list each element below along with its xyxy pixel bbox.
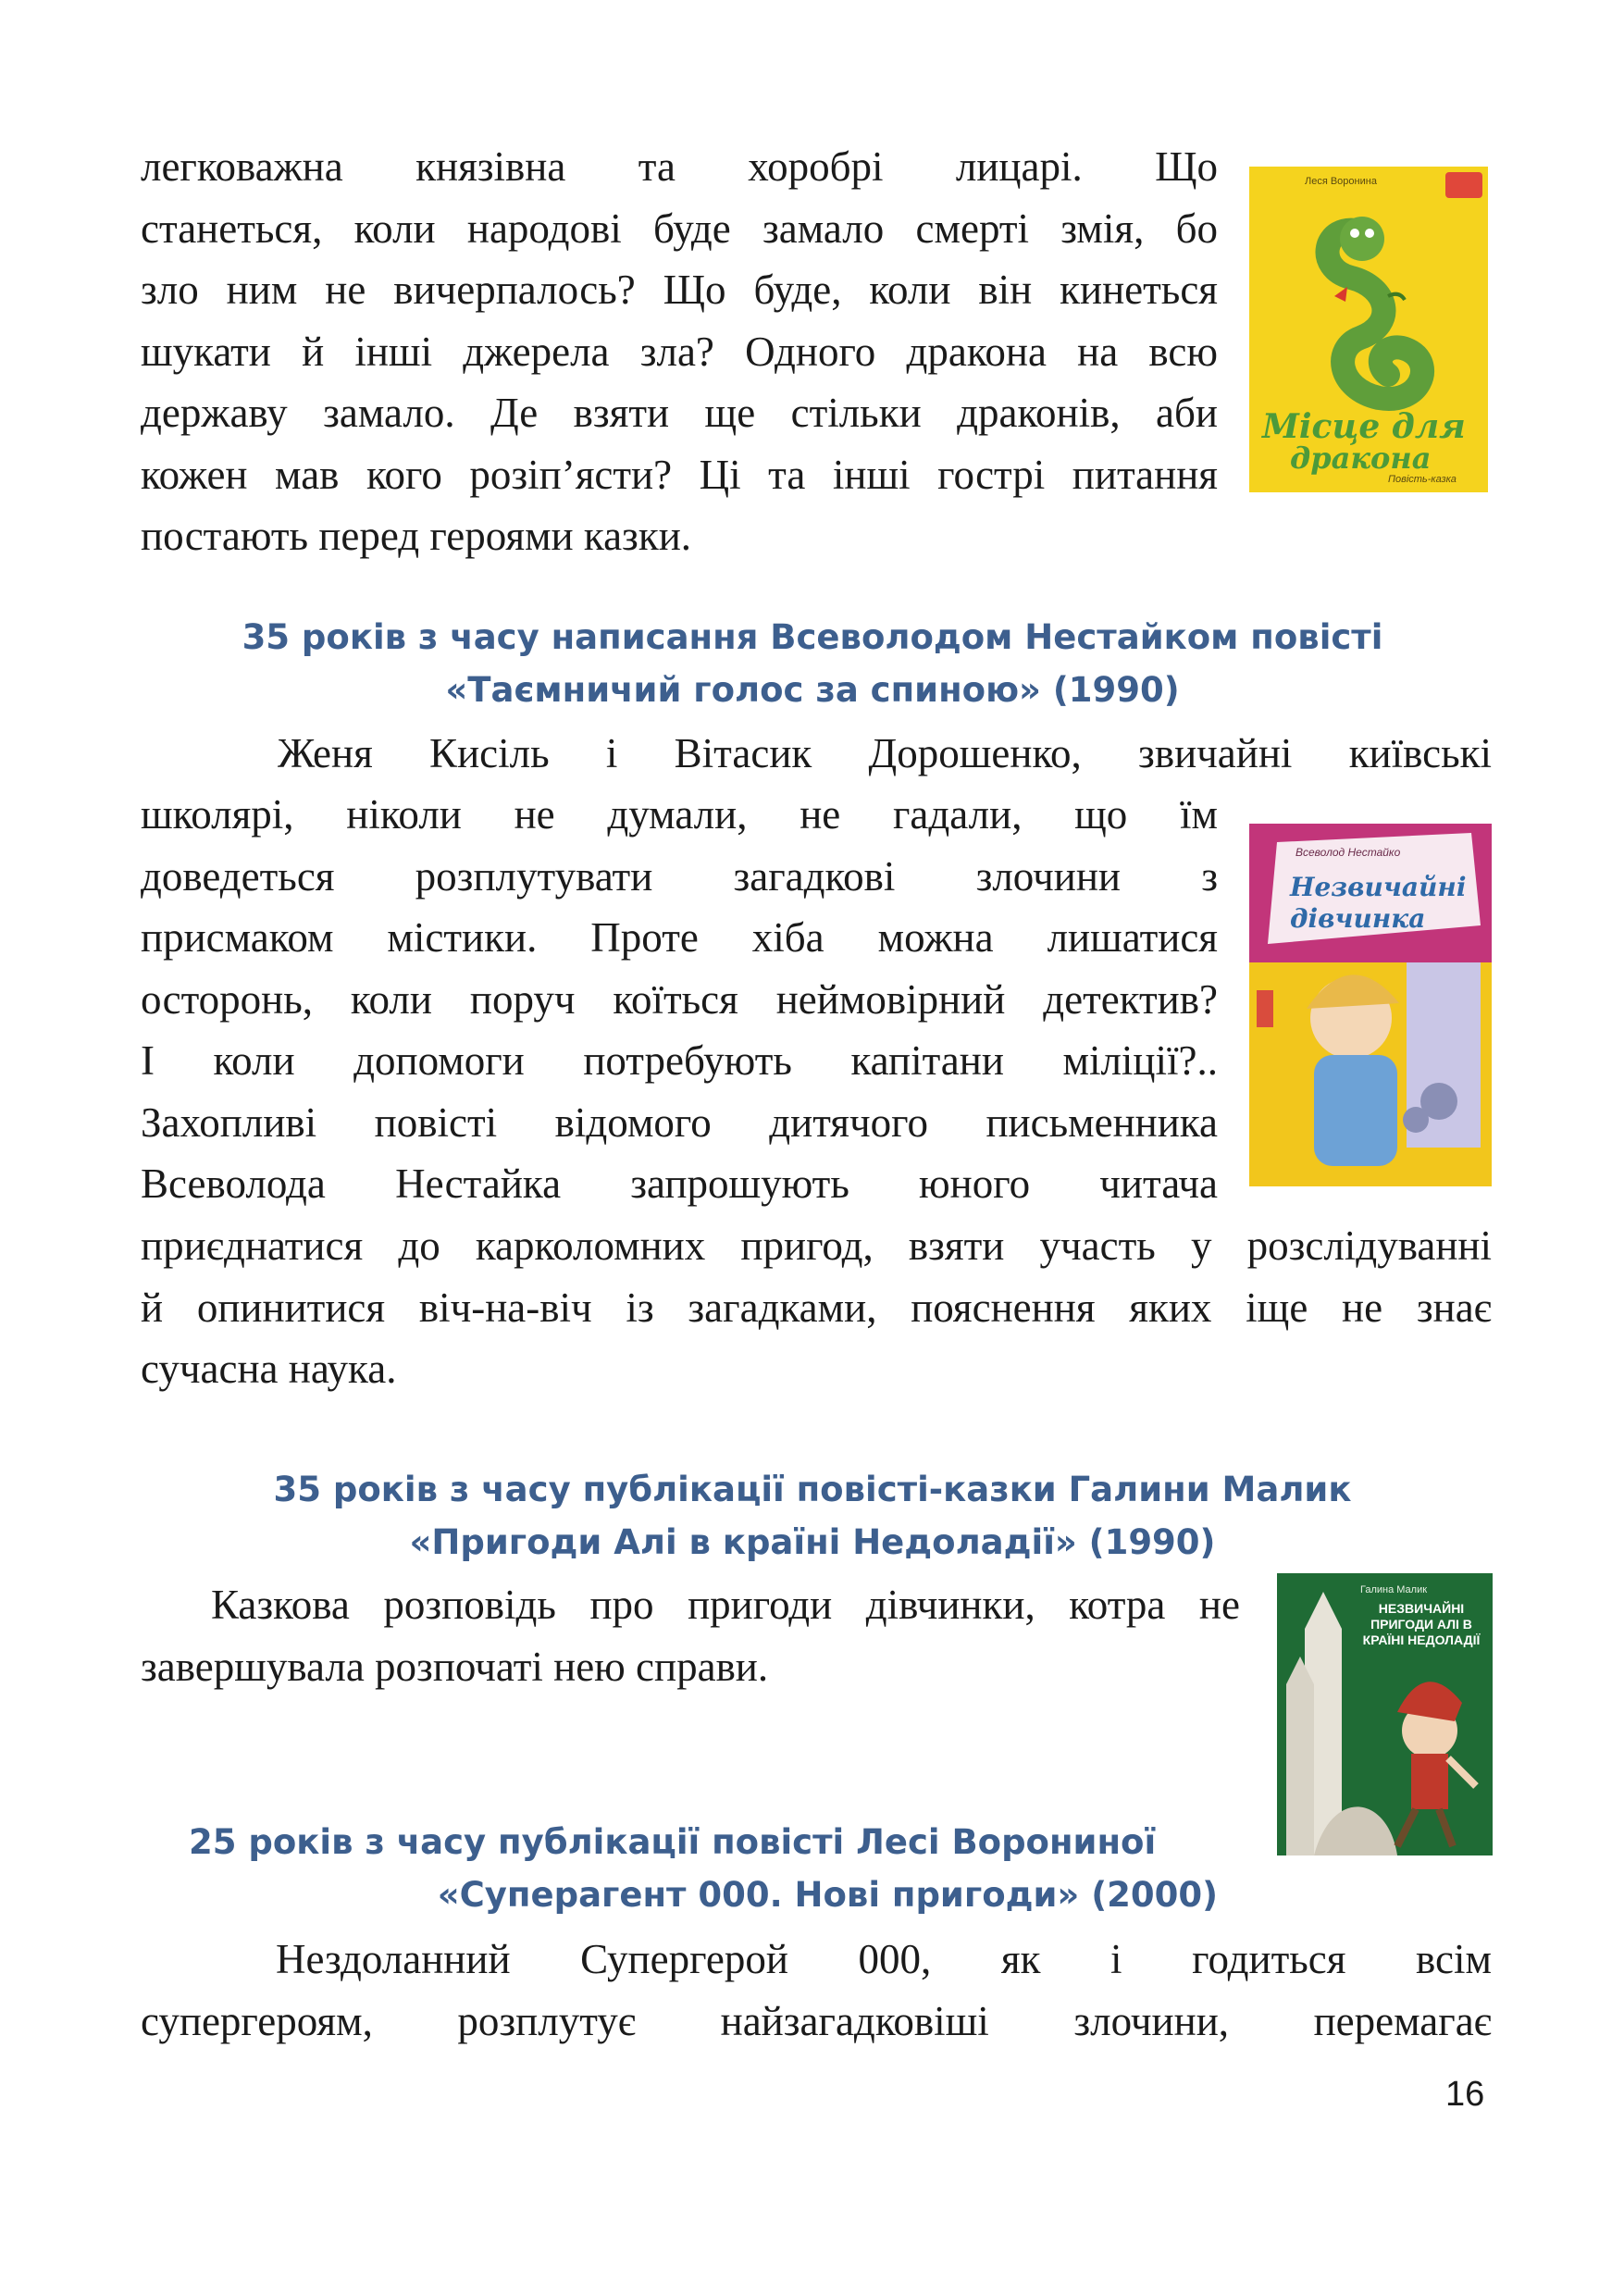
cover-subtitle: Повість-казка [1388, 474, 1457, 485]
text-line: й опинитися віч-на-віч із загадками, пояснення яких іще не знає [141, 1284, 1492, 1331]
paragraph-voronyna [141, 1929, 1492, 2052]
cover-title-line2: дракона [1290, 441, 1432, 476]
cover-author: Галина Малик [1360, 1584, 1428, 1595]
cover-author: Всеволод Нестайко [1295, 846, 1401, 859]
text-line: Женя Кисіль і Вітасик Дорошенко, звичайні київські [278, 730, 1492, 776]
text-line: Казкова розповідь про пригоди дівчинки, котра не [211, 1582, 1240, 1628]
paragraph-nestayko-wrap [141, 784, 1218, 1215]
text-line: кожен мав кого розіп’ясти? Ці та інші гострі питання [141, 451, 1218, 498]
text-line: легковажна князівна та хоробрі лицарі. Що [141, 143, 1218, 190]
text-line: Нездоланний Супергерой 000, як і годиться всім [276, 1936, 1492, 1982]
heading-line: «Пригоди Алі в країні Недоладії» (1990) [409, 1522, 1216, 1562]
text-line: осторонь, коли поруч коїться неймовірний детектив? [141, 975, 1218, 1023]
text-line: державу замало. Де взяти ще стільки драконів, аби [141, 390, 1218, 436]
text-line: Захопливі повісті відомого дитячого письменника [141, 1098, 1218, 1146]
cover-title: НЕЗВИЧАЙНІ ПРИГОДИ АЛІ В КРАЇНІ НЕДОЛАДІЇ [1362, 1601, 1481, 1647]
section-heading [141, 1463, 1484, 1569]
heading-line: 35 років з часу публікації повісті-казки Галини Малик [273, 1470, 1352, 1509]
heading-line: 35 років з часу написання Всеволодом Нестайком повісті [242, 617, 1383, 657]
section-heading [141, 611, 1484, 716]
page-number: 16 [1445, 2075, 1485, 2114]
text-line: приєднатися до карколомних пригод, взяти участь у розслідуванні [141, 1222, 1492, 1269]
text-line: постають перед героями казки. [141, 513, 692, 559]
heading-line: 25 років з часу публікації повісті Лесі Ворониної [189, 1822, 1157, 1862]
text-line: доведеться розплутувати загадкові злочини з [141, 852, 1218, 900]
cover-author: Леся Воронина [1305, 176, 1377, 187]
heading-line: «Суперагент 000. Нові пригоди» (2000) [437, 1875, 1218, 1915]
paragraph-nestayko [141, 723, 1492, 785]
book-cover-malyk [1277, 1573, 1493, 1855]
section-heading [141, 1816, 1236, 1921]
text-line: зло ним не вичерпалось? Що буде, коли він кинеться [141, 267, 1218, 313]
text-line: Всеволода Нестайка запрошують юного читача [141, 1160, 1218, 1207]
text-line: шукати й інші джерела зла? Одного дракона на всю [141, 328, 1218, 375]
cover-title-line1: Місце для [1262, 407, 1466, 446]
paragraph-nestayko-full [141, 1215, 1492, 1400]
text-line: станеться, коли народові буде замало смерті змія, бо [141, 205, 1218, 252]
text-line: школярі, ніколи не думали, не гадали, що їм [141, 791, 1218, 838]
book-cover-dragon [1249, 167, 1488, 492]
heading-line: «Таємничий голос за спиною» (1990) [445, 670, 1180, 710]
text-line: супергероям, розплутує найзагадковіші злочини, перемагає [141, 1997, 1492, 2044]
paragraph-dragon-continuation [141, 136, 1218, 567]
book-cover-nestayko [1249, 824, 1492, 1186]
text-line: завершувала розпочаті нею справи. [141, 1643, 769, 1690]
paragraph-malyk [141, 1574, 1240, 1697]
text-line: І коли допомоги потребують капітани міліції?.. [141, 1037, 1218, 1084]
text-line: сучасна наука. [141, 1346, 397, 1392]
text-line: присмаком містики. Проте хіба можна лишатися [141, 914, 1218, 961]
cover-title: Незвичайні дівчинка [1290, 872, 1467, 934]
